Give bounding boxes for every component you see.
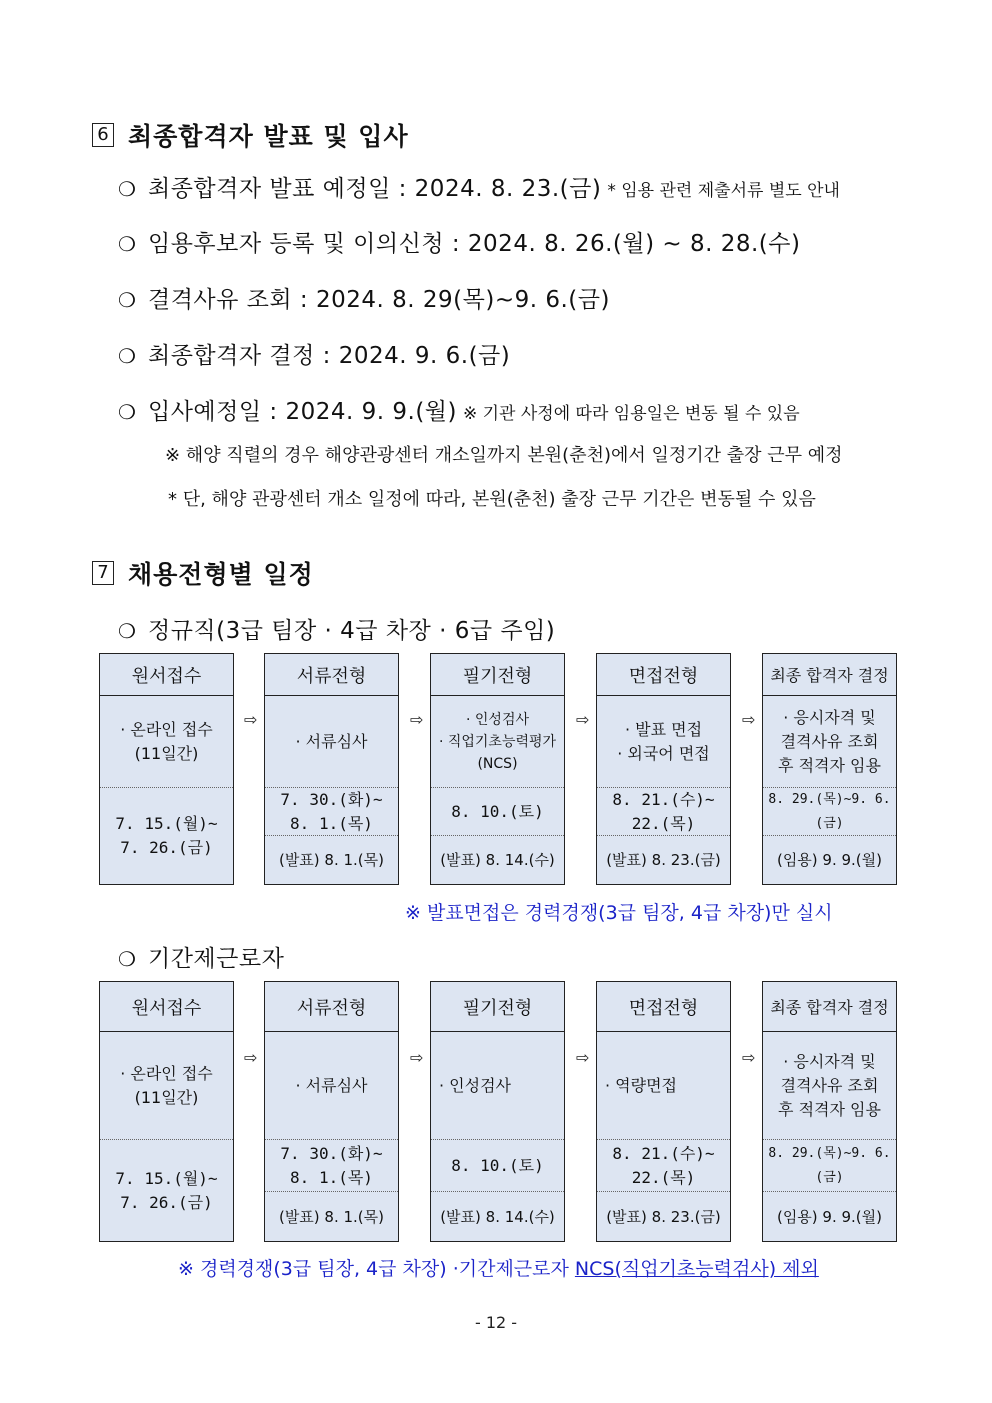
step-date: 8. 10.(토) bbox=[431, 788, 564, 836]
flow1-title bbox=[118, 612, 555, 645]
step-result: (발표) 8. 23.(금) bbox=[606, 1208, 721, 1226]
step-apply bbox=[99, 981, 234, 1242]
arrow-right-icon: ⇨ bbox=[410, 710, 424, 729]
step-body: · 인성검사 bbox=[431, 1032, 564, 1140]
bullet-note: * 임용 관련 제출서류 별도 안내 bbox=[607, 181, 840, 201]
step-document bbox=[264, 981, 399, 1242]
step-written bbox=[430, 653, 565, 885]
arrow-right-icon: ⇨ bbox=[244, 1048, 258, 1067]
flow1-note: ※ 발표면접은 경력경쟁(3급 팀장, 4급 차장)만 실시 bbox=[405, 902, 833, 924]
arrow-right-icon: ⇨ bbox=[576, 1048, 590, 1067]
step-final bbox=[762, 653, 897, 885]
step-body: · 응시자격 및 결격사유 조회 후 적격자 임용 bbox=[763, 1032, 896, 1140]
arrow-right-icon: ⇨ bbox=[742, 1048, 756, 1067]
section-title: 채용전형별 일정 bbox=[128, 560, 314, 589]
step-header: 면접전형 bbox=[597, 654, 730, 696]
step-body: · 온라인 접수 (11일간) bbox=[100, 696, 233, 788]
arrow-right-icon: ⇨ bbox=[410, 1048, 424, 1067]
step-header: 면접전형 bbox=[597, 982, 730, 1032]
step-body: · 발표 면접 · 외국어 면접 bbox=[597, 696, 730, 788]
bullet-mark: ❍ bbox=[118, 232, 137, 256]
step-body: · 서류심사 bbox=[265, 1032, 398, 1140]
step-date: 8. 21.(수)~ 22.(목) bbox=[597, 788, 730, 836]
step-date: 7. 30.(화)~ 8. 1.(목) bbox=[265, 788, 398, 836]
bullet-text: 임용후보자 등록 및 이의신청 : 2024. 8. 26.(월) ~ 8. 28.(수) bbox=[148, 231, 801, 257]
section-number: 7 bbox=[92, 561, 114, 585]
bullet-disqualification-check bbox=[118, 281, 610, 314]
step-date: 7. 15.(월)~ 7. 26.(금) bbox=[115, 814, 218, 857]
step-date: 8. 21.(수)~ 22.(목) bbox=[597, 1140, 730, 1192]
flow2-note-text: ※ 경력경쟁(3급 팀장, 4급 차장) ·기간제근로자 bbox=[178, 1258, 575, 1280]
bullet-registration bbox=[118, 225, 800, 258]
step-final bbox=[762, 981, 897, 1242]
step-date: 8. 10.(토) bbox=[431, 1140, 564, 1192]
marine-schedule-note: * 단, 해양 관광센터 개소 일정에 따라, 본원(춘천) 출장 근무 기간은 변동될 수 있음 bbox=[168, 489, 816, 510]
bullet-text: 최종합격자 결정 : 2024. 9. 6.(금) bbox=[148, 343, 511, 369]
flow2-note bbox=[178, 1254, 819, 1281]
step-body: · 온라인 접수 (11일간) bbox=[100, 1032, 233, 1140]
step-date: 8. 29.(목)~9. 6.(금) bbox=[763, 788, 896, 836]
step-header: 최종 합격자 결정 bbox=[763, 654, 896, 696]
step-header: 필기전형 bbox=[431, 654, 564, 696]
bullet-text: 최종합격자 발표 예정일 : 2024. 8. 23.(금) bbox=[148, 176, 602, 202]
step-apply bbox=[99, 653, 234, 885]
bullet-mark: ❍ bbox=[118, 400, 137, 424]
bullet-mark: ❍ bbox=[118, 947, 137, 971]
step-body: · 역량면접 bbox=[597, 1032, 730, 1140]
step-header: 최종 합격자 결정 bbox=[763, 982, 896, 1032]
flow2-title bbox=[118, 940, 284, 973]
bullet-start-date bbox=[118, 393, 800, 426]
bullet-text: 입사예정일 : 2024. 9. 9.(월) bbox=[148, 399, 457, 425]
page-number: - 12 - bbox=[474, 1313, 518, 1332]
section-7-heading bbox=[92, 555, 314, 591]
step-interview bbox=[596, 981, 731, 1242]
arrow-right-icon: ⇨ bbox=[244, 710, 258, 729]
section-title: 최종합격자 발표 및 입사 bbox=[128, 122, 409, 151]
bullet-note: ※ 기관 사정에 따라 임용일은 변동 될 수 있음 bbox=[462, 404, 800, 424]
bullet-mark: ❍ bbox=[118, 288, 137, 312]
bullet-mark: ❍ bbox=[118, 177, 137, 201]
bullet-mark: ❍ bbox=[118, 619, 137, 643]
step-result: (발표) 8. 1.(목) bbox=[278, 1208, 385, 1226]
marine-note: ※ 해양 직렬의 경우 해양관광센터 개소일까지 본원(춘천)에서 일정기간 출장 근무 예정 bbox=[165, 445, 843, 466]
step-written bbox=[430, 981, 565, 1242]
step-body: · 응시자격 및 결격사유 조회 후 적격자 임용 bbox=[763, 696, 896, 788]
step-result: (발표) 8. 14.(수) bbox=[440, 851, 555, 869]
step-header: 원서접수 bbox=[100, 982, 233, 1032]
step-result: (발표) 8. 14.(수) bbox=[440, 1208, 555, 1226]
step-body: · 인성검사 · 직업기초능력평가 (NCS) bbox=[431, 696, 564, 788]
step-result: (임용) 9. 9.(월) bbox=[776, 851, 883, 869]
step-body: · 서류심사 bbox=[265, 696, 398, 788]
flow2-note-underlined: NCS(직업기초능력검사) 제외 bbox=[574, 1258, 819, 1280]
step-date: 8. 29.(목)~9. 6.(금) bbox=[763, 1140, 896, 1192]
step-result: (발표) 8. 1.(목) bbox=[278, 851, 385, 869]
arrow-right-icon: ⇨ bbox=[576, 710, 590, 729]
step-header: 서류전형 bbox=[265, 654, 398, 696]
arrow-right-icon: ⇨ bbox=[742, 710, 756, 729]
bullet-text: 정규직(3급 팀장 · 4급 차장 · 6급 주임) bbox=[148, 618, 556, 644]
bullet-text: 기간제근로자 bbox=[148, 946, 285, 972]
step-header: 필기전형 bbox=[431, 982, 564, 1032]
step-date: 7. 30.(화)~ 8. 1.(목) bbox=[265, 1140, 398, 1192]
step-result: (발표) 8. 23.(금) bbox=[606, 851, 721, 869]
bullet-final-decision bbox=[118, 337, 510, 370]
step-date: 7. 15.(월)~ 7. 26.(금) bbox=[115, 1168, 218, 1212]
step-header: 원서접수 bbox=[100, 654, 233, 696]
step-document bbox=[264, 653, 399, 885]
section-6-heading bbox=[92, 117, 409, 153]
bullet-announcement bbox=[118, 170, 840, 203]
bullet-mark: ❍ bbox=[118, 344, 137, 368]
step-result: (임용) 9. 9.(월) bbox=[776, 1208, 883, 1226]
bullet-text: 결격사유 조회 : 2024. 8. 29(목)~9. 6.(금) bbox=[148, 287, 610, 313]
step-header: 서류전형 bbox=[265, 982, 398, 1032]
section-number: 6 bbox=[92, 123, 114, 147]
step-interview bbox=[596, 653, 731, 885]
